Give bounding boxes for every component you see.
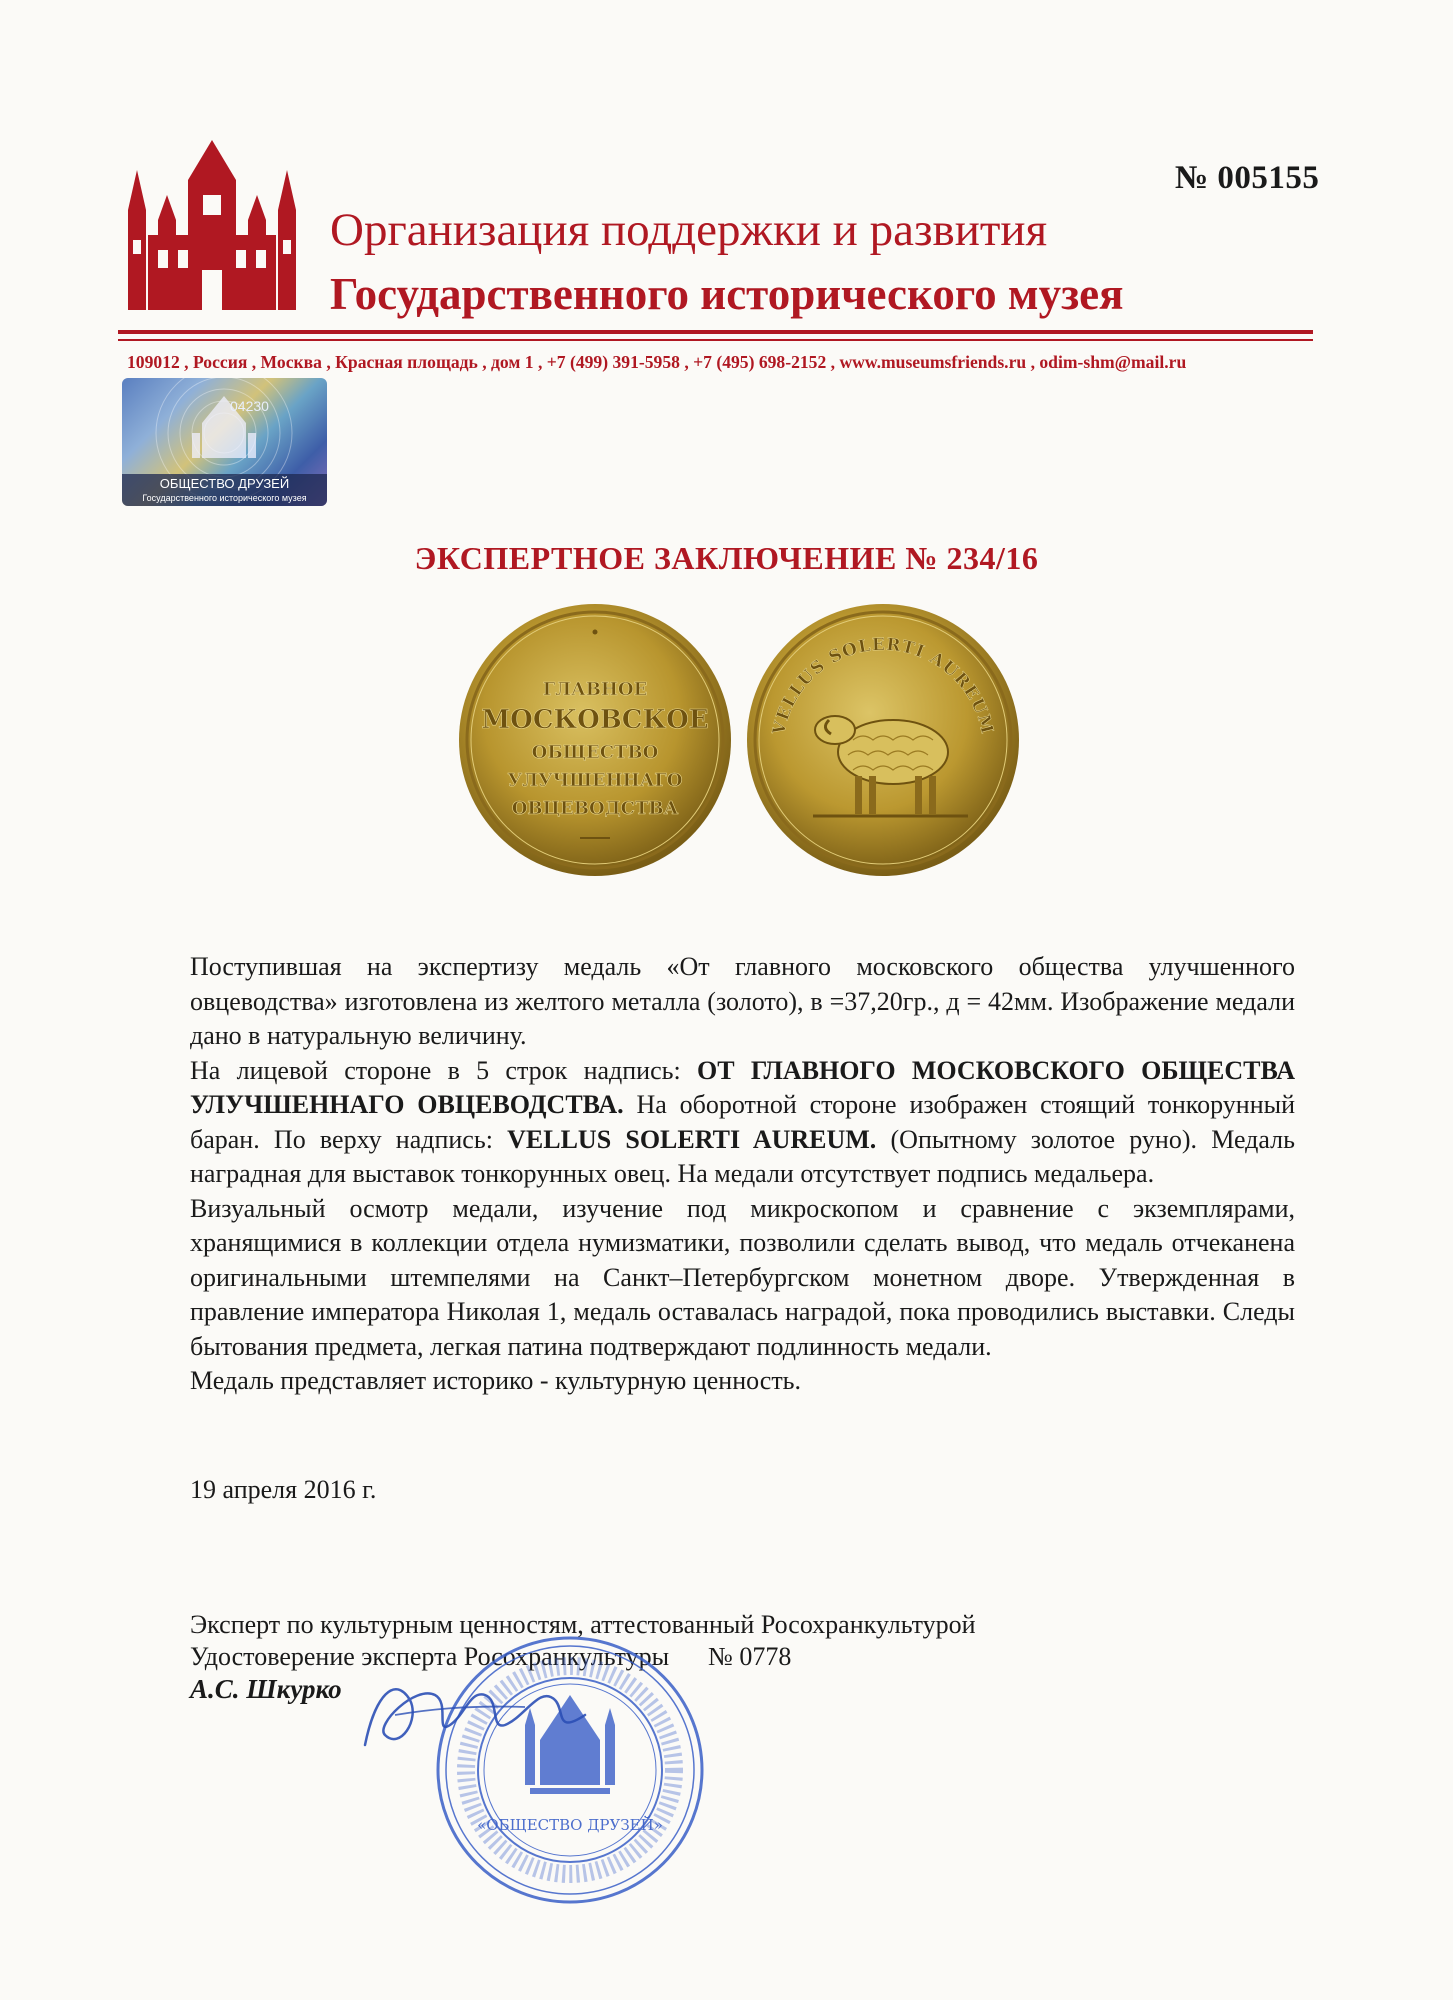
expert-name: А.С. Шкурко [190, 1674, 342, 1704]
conclusion-title: ЭКСПЕРТНОЕ ЗАКЛЮЧЕНИЕ № 234/16 [414, 540, 1039, 576]
paragraph-inscriptions [190, 1054, 1295, 1192]
paragraph-examination [190, 1192, 1295, 1365]
p2-obverse-inscription: ОТ ГЛАВНОГО МОСКОВСКОГО ОБЩЕСТВА УЛУЧШЕННАГО ОВЦЕВОДСТВА. [190, 1055, 1295, 1119]
expert-certificate: Удостоверение эксперта Росохранкультуры № 0778 [190, 1642, 792, 1671]
p2-reverse-inscription: VELLUS SOLERTI AUREUM. [507, 1124, 877, 1154]
badge-title: ОБЩЕСТВО ДРУЗЕЙ [159, 476, 290, 491]
badge-serial: 04230 [230, 398, 269, 414]
hologram-badge [122, 378, 327, 506]
medal-obverse-image [455, 600, 735, 880]
obverse-line-3: ОБЩЕСТВО [531, 742, 659, 763]
expert-title: Эксперт по культурным ценностям, аттестованный Росохранкультурой [190, 1610, 976, 1639]
document-number: № 005155 [1175, 160, 1320, 196]
p2-part-a: На лицевой стороне в 5 строк надпись: [190, 1055, 698, 1085]
obverse-line-2: МОСКОВСКОЕ [481, 705, 709, 735]
paragraph-description [190, 950, 1295, 1054]
body-text [190, 950, 1295, 1399]
badge-subtitle: Государственного исторического музея [142, 493, 307, 503]
header-rule-thin [118, 339, 1313, 341]
reverse-legend: VELLUS SOLERTI AUREUM [769, 634, 997, 737]
org-name-line2: Государственного исторического музея [330, 269, 1124, 319]
stamp-center-text: «ОБЩЕСТВО ДРУЗЕЙ» [477, 1816, 663, 1834]
org-name-line1: Организация поддержки и развития [330, 204, 1048, 256]
historical-museum-building-icon [118, 140, 306, 320]
paragraph-3-text: Визуальный осмотр медали, изучение под микроскопом и сравнение с экземплярами, хранящимися в коллекции отдела нумизматики, позволили сделать вывод, что медаль отчеканена оригинальными штемпелями на Санкт–Петербургском монетном дворе. Утвержденная в правление императора Николая 1, медаль оставалась наградой, пока проводились выставки. Следы бытования предмета, легкая патина подтверждают подлинность медали. [190, 1193, 1295, 1361]
medal-reverse-image [743, 600, 1023, 880]
paragraph-4-text: Медаль представляет историко - культурную ценность. [190, 1366, 802, 1395]
header-rule-thick [118, 330, 1313, 334]
obverse-line-1: ГЛАВНОЕ [542, 679, 648, 700]
p2-part-e: (Опытному золотое руно). Медаль наградная для выставок тонкорунных овец. На медали отсутствует подпись медальера. [190, 1124, 1295, 1188]
paragraph-1-text: Поступившая на экспертизу медаль «От главного московского общества улучшенного овцеводства» изготовлена из желтого металла (золото), в =37,20гр., д = 42мм. Изображение медали дано в натуральную величину. [190, 952, 1295, 1050]
obverse-line-5: ОВЦЕВОДСТВА [511, 798, 679, 819]
document-date: 19 апреля 2016 г. [190, 1475, 377, 1504]
contact-line: 109012 , Россия , Москва , Красная площадь , дом 1 , +7 (499) 391-5958 , +7 (495) 698-2152 , www.museumsfriends.ru , odim-shm@mail.ru [127, 352, 1187, 372]
obverse-line-4: УЛУЧШЕННАГО [507, 770, 683, 791]
p2-part-c: На оборотной стороне изображен стоящий тонкорунный баран. По верху надпись: [190, 1090, 1295, 1154]
paragraph-value [190, 1364, 1295, 1399]
handwritten-signature [355, 1655, 595, 1765]
